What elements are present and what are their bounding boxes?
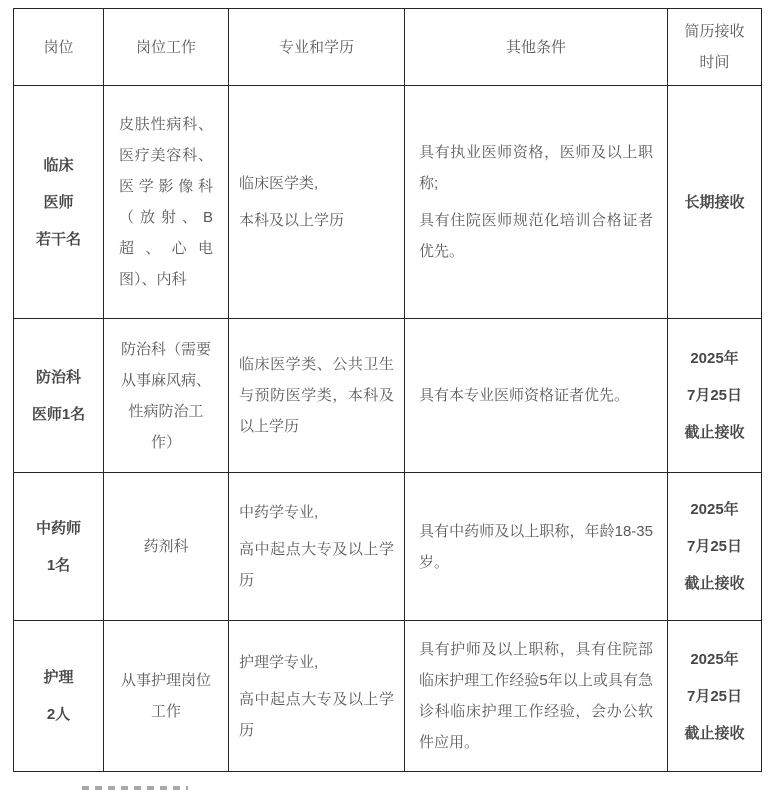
cell-line: 具有护师及以上职称，具有住院部临床护理工作经验5年以上或具有急诊科临床护理工作经验，会办公软件应用。 — [419, 641, 653, 751]
cell-line: 7月25日 — [686, 387, 743, 404]
cell-duty — [104, 473, 229, 621]
cell-line: 7月25日 — [686, 687, 743, 705]
cell-line: 具有执业医师资格，医师及以上职称; — [419, 144, 653, 192]
cell-line: 药剂科 — [143, 538, 189, 555]
cell-line: 医师1名 — [31, 405, 86, 423]
cell-resume-time — [668, 473, 762, 621]
cell-line: 中药学专业, — [239, 504, 319, 521]
table-row-pharmacist — [14, 473, 762, 621]
cell-other — [405, 319, 668, 473]
table-row-clinical-doctor — [14, 86, 762, 319]
cell-resume-time — [668, 319, 762, 473]
cell-line: 护理 — [43, 669, 74, 686]
cell-line: 具有本专业医师资格证者优先。 — [419, 387, 630, 404]
cell-line: 本科及以上学历 — [239, 212, 345, 229]
header-label: 简历接收时间 — [684, 23, 745, 71]
cell-position — [14, 473, 104, 621]
cell-line: 具有住院医师规范化培训合格证者优先。 — [419, 212, 653, 260]
cell-line: 临床医学类、公共卫生与预防医学类，本科及以上学历 — [239, 356, 394, 435]
truncated-text-fragment — [82, 786, 188, 790]
header-label: 专业和学历 — [278, 38, 354, 56]
header-cell-major — [229, 9, 405, 86]
cell-line: 截止接收 — [684, 575, 745, 592]
cell-line: 临床 — [43, 156, 74, 174]
header-cell-position — [14, 9, 104, 86]
cell-other — [405, 86, 668, 319]
table-row-nurse — [14, 621, 762, 772]
cell-line: 2人 — [46, 706, 71, 723]
cell-resume-time — [668, 86, 762, 319]
table-row-prevention-doctor — [14, 319, 762, 473]
cell-major — [229, 86, 405, 319]
cell-line: 防治科 — [35, 368, 81, 386]
cell-line: 截止接收 — [684, 724, 745, 742]
header-cell-duty — [104, 9, 229, 86]
cell-duty — [104, 319, 229, 473]
cell-position — [14, 86, 104, 319]
cell-major — [229, 473, 405, 621]
cell-line: 高中起点大专及以上学历 — [239, 541, 394, 589]
cell-major — [229, 621, 405, 772]
header-cell-other — [405, 9, 668, 86]
cell-line: 从事护理岗位工作 — [120, 672, 211, 720]
cell-line: 高中起点大专及以上学历 — [239, 690, 394, 739]
cell-line: 具有中药师及以上职称，年龄18-35岁。 — [419, 522, 653, 571]
cell-line: 长期接收 — [684, 193, 745, 211]
cell-line: 若干名 — [35, 230, 81, 248]
cell-line: 医师 — [43, 193, 74, 211]
cell-other — [405, 473, 668, 621]
header-cell-resume-time — [668, 9, 762, 86]
header-label: 岗位 — [43, 38, 74, 56]
cell-other — [405, 621, 668, 772]
cell-line: 1名 — [46, 556, 71, 574]
cell-line: 皮肤性病科、医疗美容科、医学影像科（放射、B超、心电图）、内科 — [119, 116, 213, 288]
cell-resume-time — [668, 621, 762, 772]
cell-line: 临床医学类, — [239, 175, 319, 192]
cell-line: 2025年 — [690, 501, 739, 518]
cell-position — [14, 319, 104, 473]
cell-line: 护理学专业, — [239, 653, 319, 671]
cell-major — [229, 319, 405, 473]
recruitment-table — [13, 8, 762, 772]
cell-position — [14, 621, 104, 772]
cell-line: 截止接收 — [684, 424, 745, 441]
cell-line: 2025年 — [690, 350, 739, 367]
cell-line: 2025年 — [690, 650, 739, 668]
header-row — [14, 9, 762, 86]
cell-duty — [104, 621, 229, 772]
cell-line: 7月25日 — [686, 538, 743, 555]
cell-line: 中药师 — [35, 519, 81, 537]
cell-duty — [104, 86, 229, 319]
header-label: 岗位工作 — [135, 38, 196, 56]
cell-line: 防治科（需要从事麻风病、性病防治工作） — [120, 340, 211, 451]
header-label: 其他条件 — [505, 38, 566, 56]
